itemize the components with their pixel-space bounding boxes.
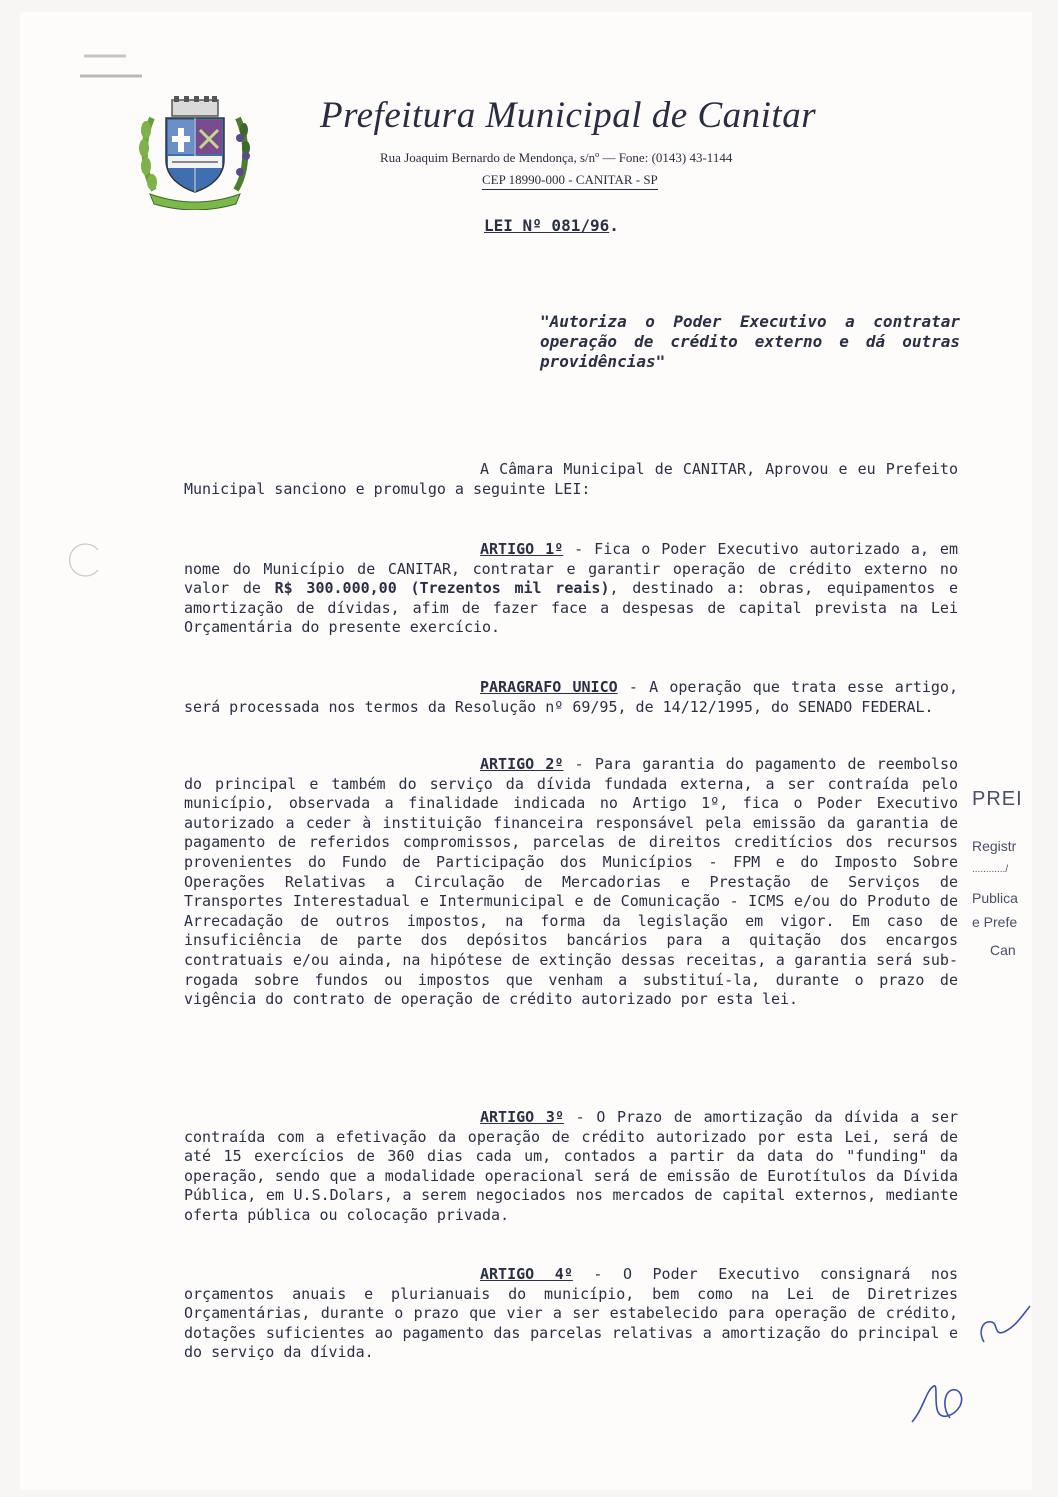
municipality-cep: CEP 18990-000 - CANITAR - SP <box>482 172 658 190</box>
artigo-4-text: - O Poder Executivo consignará nos orçamentos anuais e plurianuais do município, bem como na Lei de Diretrizes Orçamentárias, durante o prazo que vier a ser estabelecido para operação de crédito, dotações suficientes ao pagamento das parcelas relativas a amortização do principal e do serviço da dívida. <box>184 1265 959 1362</box>
artigo-1-text-b: , destinado a: obras, equipamentos e amortização de dívidas, afim de fazer face a despesas de capital prevista na Lei Orçamentária do presente exercício. <box>184 579 959 637</box>
artigo-3-text: - O Prazo de amortização da dívida a ser contraída com a efetivação da operação de crédito autorizado por esta Lei, será de até 15 exercícios de 360 dias cada um, contados a partir da data do "funding" da operação, sendo que a modalidade operacional será de emissão de Eurotítulos da Dívida Pública, em U.S.Dolars, a serem negociados nos mercados de capital externos, mediante oferta pública ou colocação privada. <box>184 1108 959 1224</box>
margin-stamp-line6: Can <box>990 942 1016 958</box>
rubric-signature-icon <box>904 1378 974 1430</box>
margin-stamp-line1: PREI <box>972 788 1023 810</box>
artigo-3 <box>184 1108 958 1226</box>
margin-stamp-line3: ............/ <box>972 864 1009 875</box>
artigo-1-amount: R$ 300.000,00 (Trezentos mil reais) <box>274 579 610 598</box>
law-ementa: "Autoriza o Poder Executivo a contratar operação de crédito externo e dá outras providências" <box>540 312 960 371</box>
artigo-1-text-a: - Fica o Poder Executivo autorizado a, em nome do Município de CANITAR, contratar e garantir operação de crédito externo no valor de <box>184 540 958 598</box>
preamble <box>184 460 958 499</box>
margin-stamp-line4: Publica <box>972 890 1018 906</box>
law-number-suffix: . <box>609 216 619 235</box>
margin-stamp-line5: e Prefe <box>972 914 1018 930</box>
municipal-coat-of-arms-icon <box>136 90 254 210</box>
paragrafo-unico-heading: PARAGRAFO UNICO <box>480 678 618 696</box>
artigo-4 <box>184 1265 958 1363</box>
artigo-1 <box>184 540 958 638</box>
artigo-2-text: - Para garantia do pagamento de reembolso do principal e também do serviço da dívida fundada externa, a ser contraída pelo município, observada a finalidade indicada no Artigo 1º, fica o Poder Executivo autorizado a ceder à instituição financeira responsável pela emissão da garantia de pagamento de referidos compromissos, parcelas de direitos creditícios dos recursos provenientes do Fundo de Participação dos Municípios - FPM e do Imposto Sobre Operações Relativas a Circulação de Mercadorias e Prestação de Serviços de Transportes Interestadual e Intermunicipal e de Comunicação - ICMS e/ou do Produto de Arrecadação de outros impostos, na forma da legislação em vigor. Em caso de insuficiência de parte dos depósitos bancários para a quitação dos encargos contratuais e/ou ainda, na hipótese de extinção dessas receitas, a garantia será sub-rogada sobre fundos ou impostos que venham a substituí-la, durante o prazo de vigência do contrato de operação de crédito autorizado por esta lei. <box>184 755 959 1009</box>
smudge-mark-icon <box>78 46 148 82</box>
artigo-2 <box>184 755 958 1010</box>
law-number <box>484 216 619 235</box>
punch-hole-icon <box>64 540 104 580</box>
preamble-text: A Câmara Municipal de CANITAR, Aprovou e eu Prefeito Municipal sanciono e promulgo a seguinte LEI: <box>184 460 958 498</box>
margin-stamp-line2: Registr <box>972 838 1017 854</box>
artigo-1-heading: ARTIGO 1º <box>480 540 564 558</box>
artigo-3-heading: ARTIGO 3º <box>480 1108 564 1126</box>
paragrafo-unico-text: - A operação que trata esse artigo, será processada nos termos da Resolução nº 69/95, de 14/12/1995, do SENADO FEDERAL. <box>184 678 958 716</box>
initial-stroke-icon <box>964 1302 1032 1346</box>
artigo-2-heading: ARTIGO 2º <box>480 755 564 773</box>
paragrafo-unico <box>184 678 958 717</box>
law-number-text: LEI Nº 081/96 <box>484 216 610 235</box>
document-page <box>20 12 1032 1490</box>
municipality-title: Prefeitura Municipal de Canitar <box>320 95 817 136</box>
artigo-4-heading: ARTIGO 4º <box>480 1265 573 1283</box>
municipality-address: Rua Joaquim Bernardo de Mendonça, s/nº — Fone: (0143) 43-1144 <box>380 150 733 165</box>
